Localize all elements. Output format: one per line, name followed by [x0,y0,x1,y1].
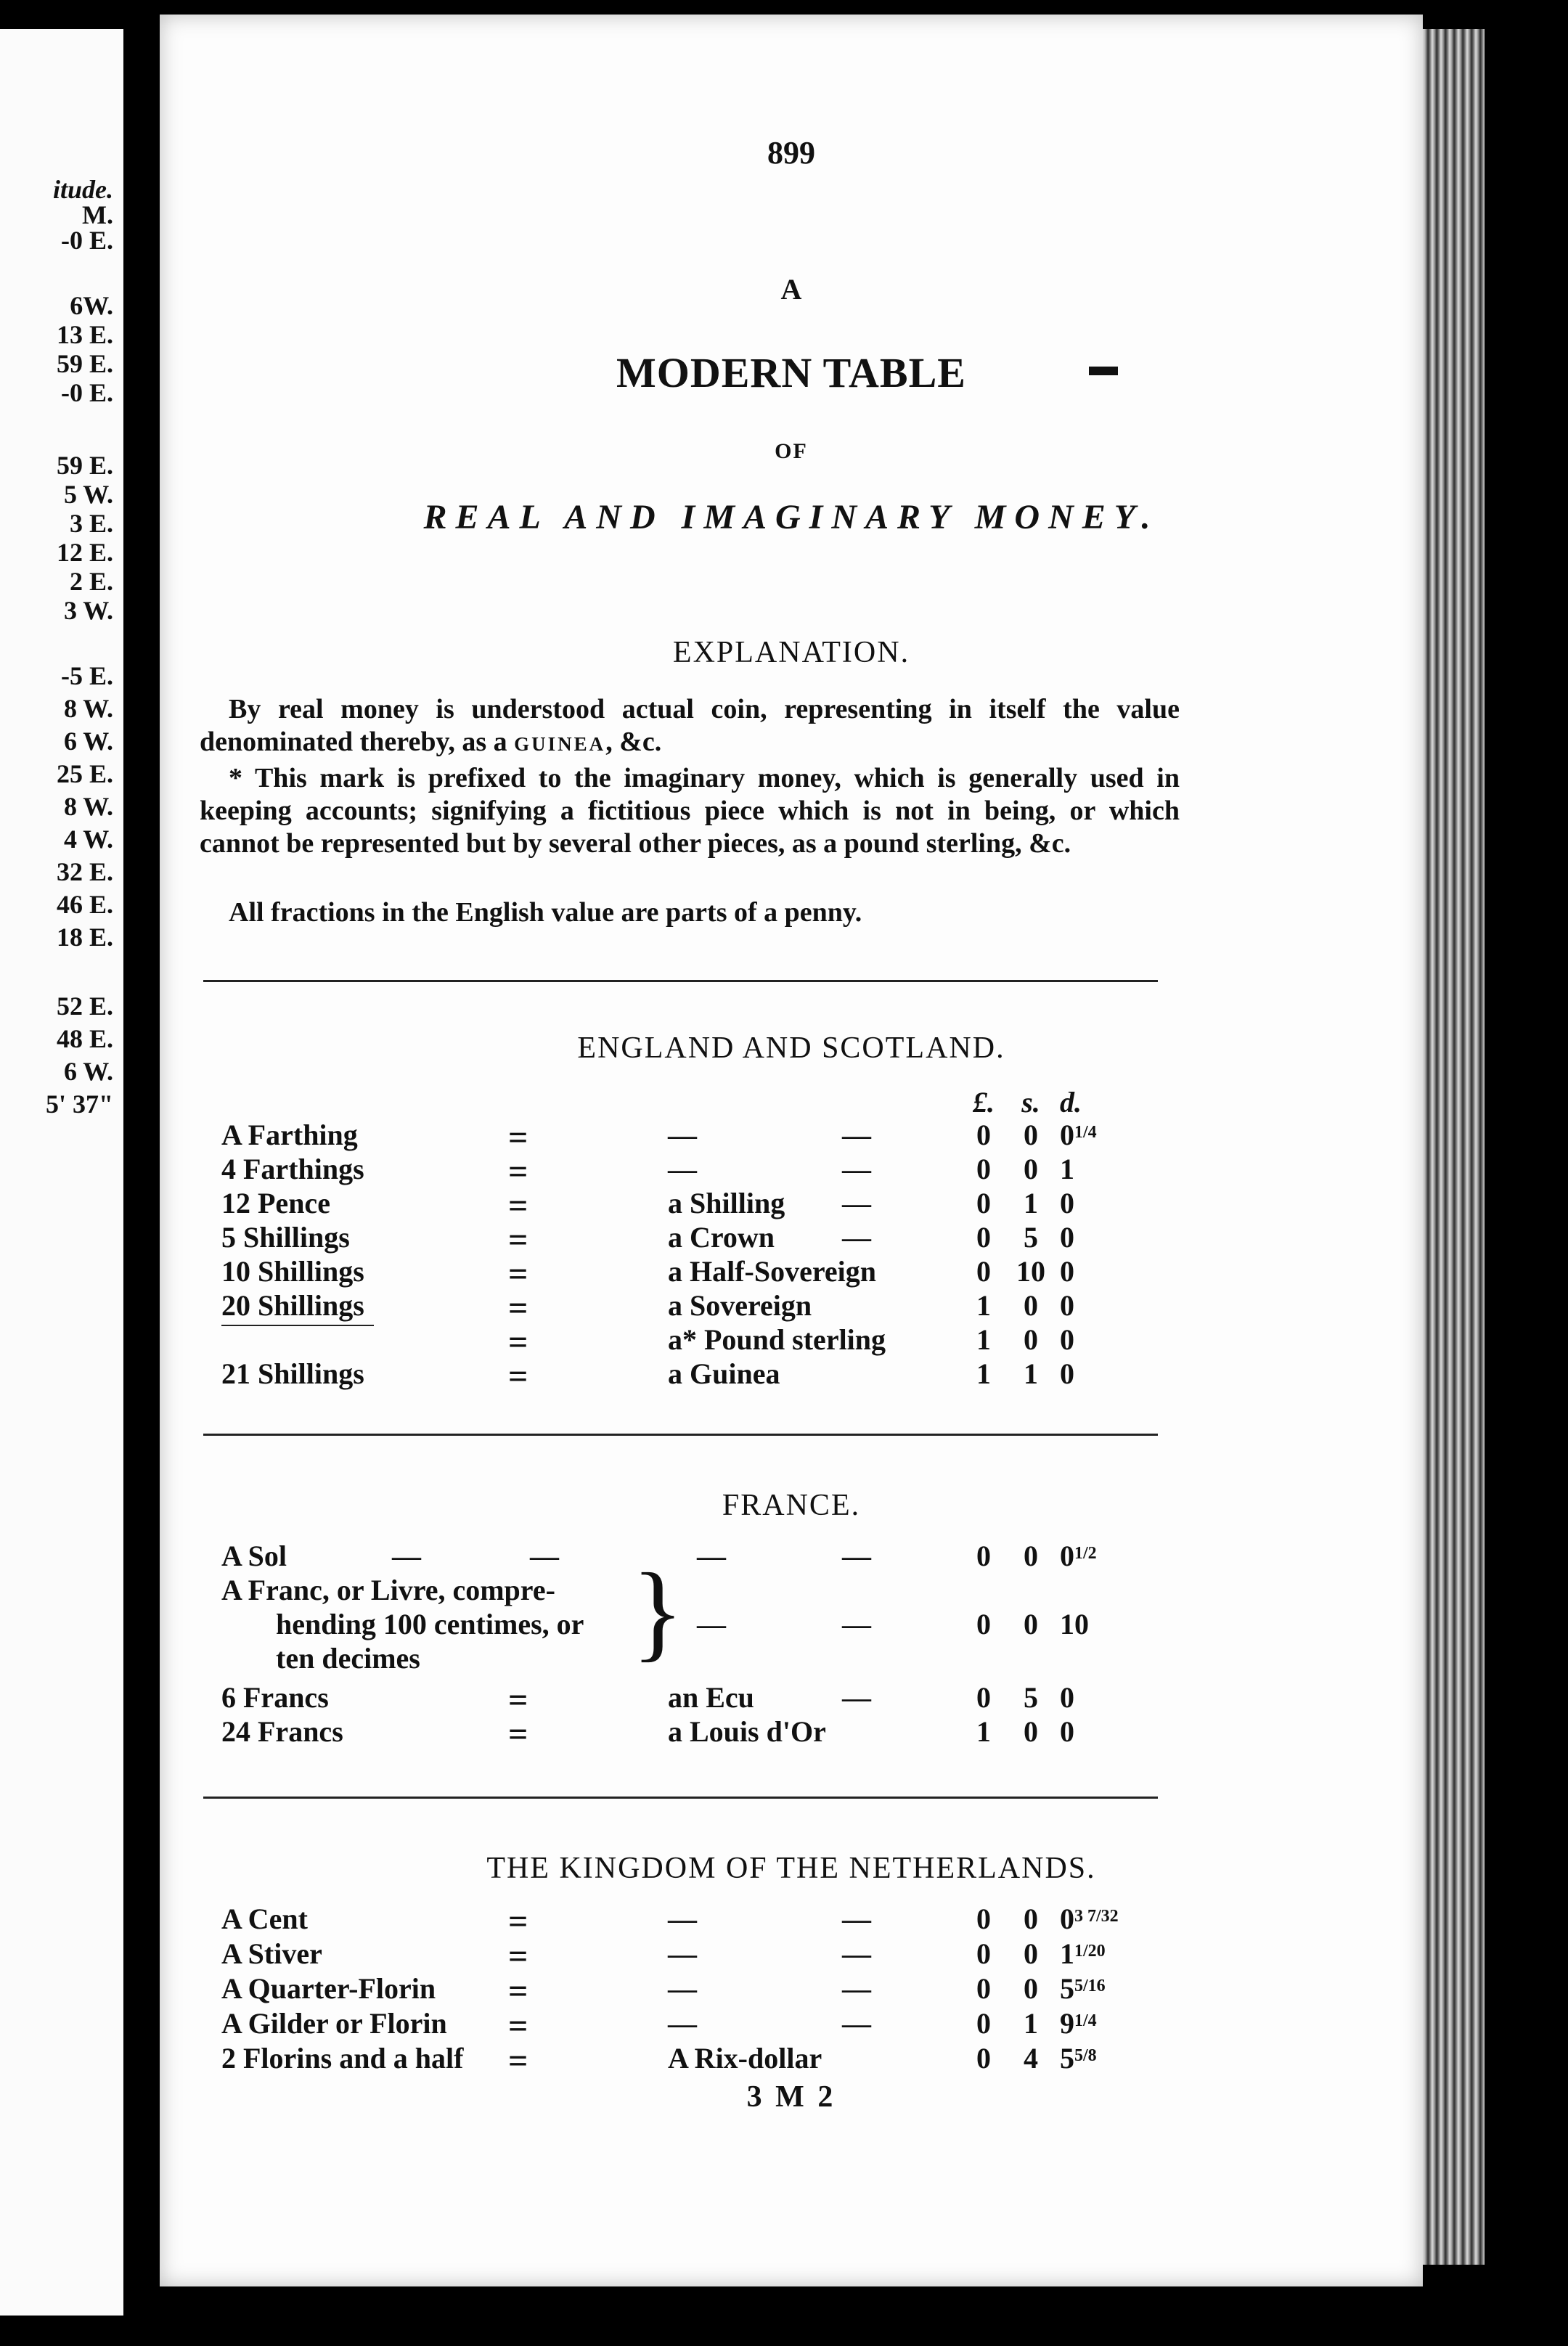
left-page-line: itude. [52,175,113,204]
brace-symbol: } [632,1551,684,1672]
pence-value [1060,1971,1118,2006]
pounds-value: 1 [976,1357,991,1390]
money-name: 4 Farthings [221,1153,364,1185]
money-name: A Gilder or Florin [221,2007,447,2040]
pounds-value: 0 [976,1681,991,1714]
pence-value [1060,1902,1118,1936]
pounds-value: 0 [976,1119,991,1151]
pence-value [1060,1118,1118,1152]
equals-sign: = [508,1715,528,1754]
page-subtitle: REAL AND IMAGINARY MONEY. [423,498,1159,536]
money-equivalent: a Louis d'Or [668,1715,826,1748]
dash: — [842,1187,871,1219]
pence-value [1060,1680,1118,1714]
left-page-line: 59 E. [56,349,113,378]
shillings-value: 0 [1024,1119,1038,1151]
pence-value [1060,1714,1118,1749]
pounds-header: £. [973,1086,995,1119]
pence-fraction: 1/4 [1074,2011,1097,2030]
money-equivalent: A Rix-dollar [668,2042,822,2075]
equals-sign: = [508,1153,528,1191]
england-row [160,1254,1423,1293]
pence-fraction: 5/8 [1074,2046,1097,2065]
pounds-value: 1 [976,1289,991,1322]
pence-value [1060,1937,1118,1971]
dash: — [842,1681,871,1714]
pence-header: d. [1060,1086,1082,1119]
section-divider [203,1797,1158,1799]
money-name: A Franc, or Livre, compre- [221,1574,555,1606]
money-name: 12 Pence [221,1187,330,1219]
left-page-line: 2 E. [69,567,113,596]
england-row [160,1357,1423,1396]
pounds-value: 0 [976,1153,991,1185]
shillings-value: 0 [1024,1715,1038,1748]
pounds-value: 0 [976,1902,991,1935]
explanation-heading: EXPLANATION. [672,636,910,669]
pounds-value: 1 [976,1715,991,1748]
currency-column-headers [160,1085,1423,1119]
pence-value [1060,1186,1118,1220]
france-franc-row-3 [160,1641,1423,1675]
pence-value [1060,1539,1118,1573]
left-page-line: 5' 37" [46,1090,113,1119]
pence-whole: 0 [1060,1187,1074,1219]
left-page-line: -5 E. [61,661,113,690]
shillings-value: 4 [1024,2042,1038,2075]
netherlands-row [160,1971,1423,2011]
dash: — [842,1119,871,1151]
pence-value [1060,2041,1118,2075]
dash: — [842,1153,871,1185]
left-page-line: 3 E. [69,509,113,538]
equals-sign: = [508,1289,528,1328]
dash: — [842,1221,871,1254]
pence-whole: 1 [1060,1153,1074,1185]
left-page-line: 4 W. [63,825,113,854]
pence-whole: 5 [1060,2042,1074,2075]
money-name: A Sol [221,1540,287,1572]
pounds-value: 0 [976,1255,991,1288]
pence-whole: 0 [1060,1681,1074,1714]
netherlands-row [160,1937,1423,1976]
pounds-value: 0 [976,1937,991,1970]
section-divider [203,980,1158,982]
shillings-value: 10 [1016,1255,1045,1288]
equals-sign: = [508,1221,528,1259]
shillings-value: 0 [1024,1972,1038,2005]
left-page-line: 12 E. [56,538,113,567]
money-name: 10 Shillings [221,1255,364,1288]
left-page-line: 52 E. [56,992,113,1021]
shillings-value: 0 [1024,1937,1038,1970]
explanation-paragraph-3: All fractions in the English value are parts of a penny. [229,897,862,928]
equals-sign: = [508,1255,528,1293]
dash: — [842,1902,871,1935]
dash: — [842,2007,871,2040]
pounds-value: 0 [976,2007,991,2040]
dash: — [668,2007,697,2040]
pounds-value: 0 [976,1972,991,2005]
pence-whole: 0 [1060,1289,1074,1322]
shillings-value: 1 [1024,1187,1038,1219]
netherlands-heading: THE KINGDOM OF THE NETHERLANDS. [486,1852,1096,1885]
page-number: 899 [767,135,815,171]
left-page-line: 48 E. [56,1024,113,1053]
pence-value [1060,1254,1118,1288]
france-row [160,1680,1423,1720]
france-franc-row-2 [160,1607,1423,1640]
dash: — [842,1540,871,1572]
left-page-line: 18 E. [56,923,113,952]
money-equivalent: an Ecu [668,1681,754,1714]
pence-whole: 0 [1060,1323,1074,1356]
money-name: A Farthing [221,1119,358,1151]
explanation-paragraph-2: * This mark is prefixed to the imaginary money, which is generally used in keeping accounts; signifying a fictitious piece which is not in being, or which cannot be represented but by several other pieces, as a pound sterling, &c. [200,763,1180,859]
money-equivalent: a Crown [668,1221,775,1254]
shillings-value: 1 [1024,1357,1038,1390]
shillings-value: 5 [1024,1681,1038,1714]
dash: — [668,1902,697,1935]
england-row [160,1118,1423,1157]
france-sol-row [160,1539,1423,1572]
explanation-paragraph-1 [200,693,1180,759]
book-page [160,15,1423,2286]
money-equivalent: a Guinea [668,1357,780,1390]
france-franc-row-1 [160,1573,1423,1606]
shillings-value: 0 [1024,1323,1038,1356]
equals-sign: = [508,1357,528,1396]
pounds-value: 0 [976,1540,991,1572]
dash: — [668,1119,697,1151]
title-of: OF [775,439,808,463]
pounds-value: 0 [976,2042,991,2075]
money-equivalent: a Shilling [668,1187,785,1219]
shillings-header: s. [1021,1086,1040,1119]
left-page-line: 6W. [70,291,113,320]
left-page-line: 32 E. [56,857,113,886]
pence-fraction: 3 7/32 [1074,1907,1119,1926]
guinea-small-caps: guinea [514,727,606,757]
equals-sign: = [508,2007,528,2045]
explanation-text: By real money is understood actual coin, representing in itself the value denominated thereby, as a [200,694,1180,757]
left-page-line: M. [82,200,113,229]
title-article: A [780,273,802,306]
money-equivalent: a* Pound sterling [668,1323,886,1356]
dash: — [842,1937,871,1970]
signature-mark: 3 M 2 [746,2080,836,2114]
pence-value [1060,1323,1118,1357]
pence-fraction: 1/20 [1074,1942,1106,1961]
left-page-line: 8 W. [63,792,113,821]
money-name: A Quarter-Florin [221,1972,436,2005]
france-heading: FRANCE. [722,1489,861,1522]
pence-fraction: 1/2 [1074,1544,1097,1563]
netherlands-row [160,2006,1423,2045]
equals-sign: = [508,1187,528,1225]
money-name: 6 Francs [221,1681,329,1714]
pence-value: 10 [1060,1608,1089,1640]
england-row [160,1220,1423,1259]
pence-whole: 0 [1060,1357,1074,1390]
left-page-line: 6 W. [63,1057,113,1086]
pence-value [1060,1288,1118,1323]
left-page-line: 8 W. [63,694,113,723]
dash: — [530,1540,559,1572]
pence-value [1060,2006,1118,2040]
left-page-line: 6 W. [63,727,113,756]
pounds-value: 0 [976,1221,991,1254]
pounds-value: 0 [976,1608,991,1640]
dash: — [668,1153,697,1185]
pence-whole: 1 [1060,1937,1074,1970]
equals-sign: = [508,2042,528,2080]
money-name: 2 Florins and a half [221,2042,464,2075]
money-name: A Cent [221,1902,308,1935]
netherlands-row [160,1902,1423,1941]
dash: — [842,1608,871,1640]
explanation-text-end: , &c. [605,727,662,757]
pence-whole: 0 [1060,1221,1074,1254]
pounds-value: 0 [976,1187,991,1219]
page-edge [1419,29,1485,2265]
left-page-line: 3 W. [63,596,113,625]
shillings-value: 1 [1024,2007,1038,2040]
left-page-line: 13 E. [56,320,113,349]
dash: — [842,1972,871,2005]
france-row [160,1714,1423,1754]
pence-whole: 5 [1060,1972,1074,2005]
money-name: 20 Shillings [221,1289,364,1322]
money-name: A Stiver [221,1937,322,1970]
left-page-line: -0 E. [61,226,113,255]
shillings-value: 0 [1024,1540,1038,1572]
ink-speck: ▬ [1089,349,1118,382]
left-page-line: 59 E. [56,451,113,480]
left-page-line: 5 W. [63,480,113,509]
pence-whole: 0 [1060,1119,1074,1151]
shillings-value: 0 [1024,1153,1038,1185]
pence-whole: 0 [1060,1255,1074,1288]
page-title: MODERN TABLE [616,349,966,396]
england-row [160,1288,1423,1328]
equals-sign: = [508,1119,528,1157]
left-page-line: -0 E. [61,378,113,407]
money-name-continued: ten decimes [276,1642,420,1675]
england-row [160,1152,1423,1191]
pence-fraction: 5/16 [1074,1977,1106,1995]
money-equivalent: a Sovereign [668,1289,812,1322]
section-divider [203,1434,1158,1436]
dash: — [668,1972,697,2005]
pence-whole: 9 [1060,2007,1074,2040]
england-row [160,1323,1423,1362]
england-row [160,1186,1423,1225]
left-page-line: 25 E. [56,759,113,788]
shillings-value: 5 [1024,1221,1038,1254]
pence-fraction: 1/4 [1074,1123,1097,1142]
shillings-value: 0 [1024,1289,1038,1322]
pence-value [1060,1220,1118,1254]
equals-sign: = [508,1972,528,2011]
money-equivalent: a Half-Sovereign [668,1255,877,1288]
money-name: 24 Francs [221,1715,343,1748]
equals-sign: = [508,1937,528,1976]
pence-whole: 0 [1060,1715,1074,1748]
shillings-value: 0 [1024,1608,1038,1640]
money-name: 21 Shillings [221,1357,364,1390]
pounds-value: 1 [976,1323,991,1356]
left-page-line: 46 E. [56,890,113,919]
pence-value [1060,1357,1118,1391]
dash: — [392,1540,421,1572]
money-name: 5 Shillings [221,1221,350,1254]
left-page-fragment [0,29,123,2316]
money-name-continued: hending 100 centimes, or [276,1608,584,1640]
shillings-value: 0 [1024,1902,1038,1935]
equals-sign: = [508,1681,528,1720]
pence-whole: 0 [1060,1540,1074,1572]
england-heading: ENGLAND AND SCOTLAND. [577,1031,1005,1065]
equals-sign: = [508,1323,528,1362]
equals-sign: = [508,1902,528,1941]
dash: — [697,1608,726,1640]
pence-value [1060,1152,1118,1186]
pence-whole: 0 [1060,1902,1074,1935]
netherlands-row [160,2041,1423,2080]
dash: — [697,1540,726,1572]
dash: — [668,1937,697,1970]
table-subrule [221,1325,374,1326]
